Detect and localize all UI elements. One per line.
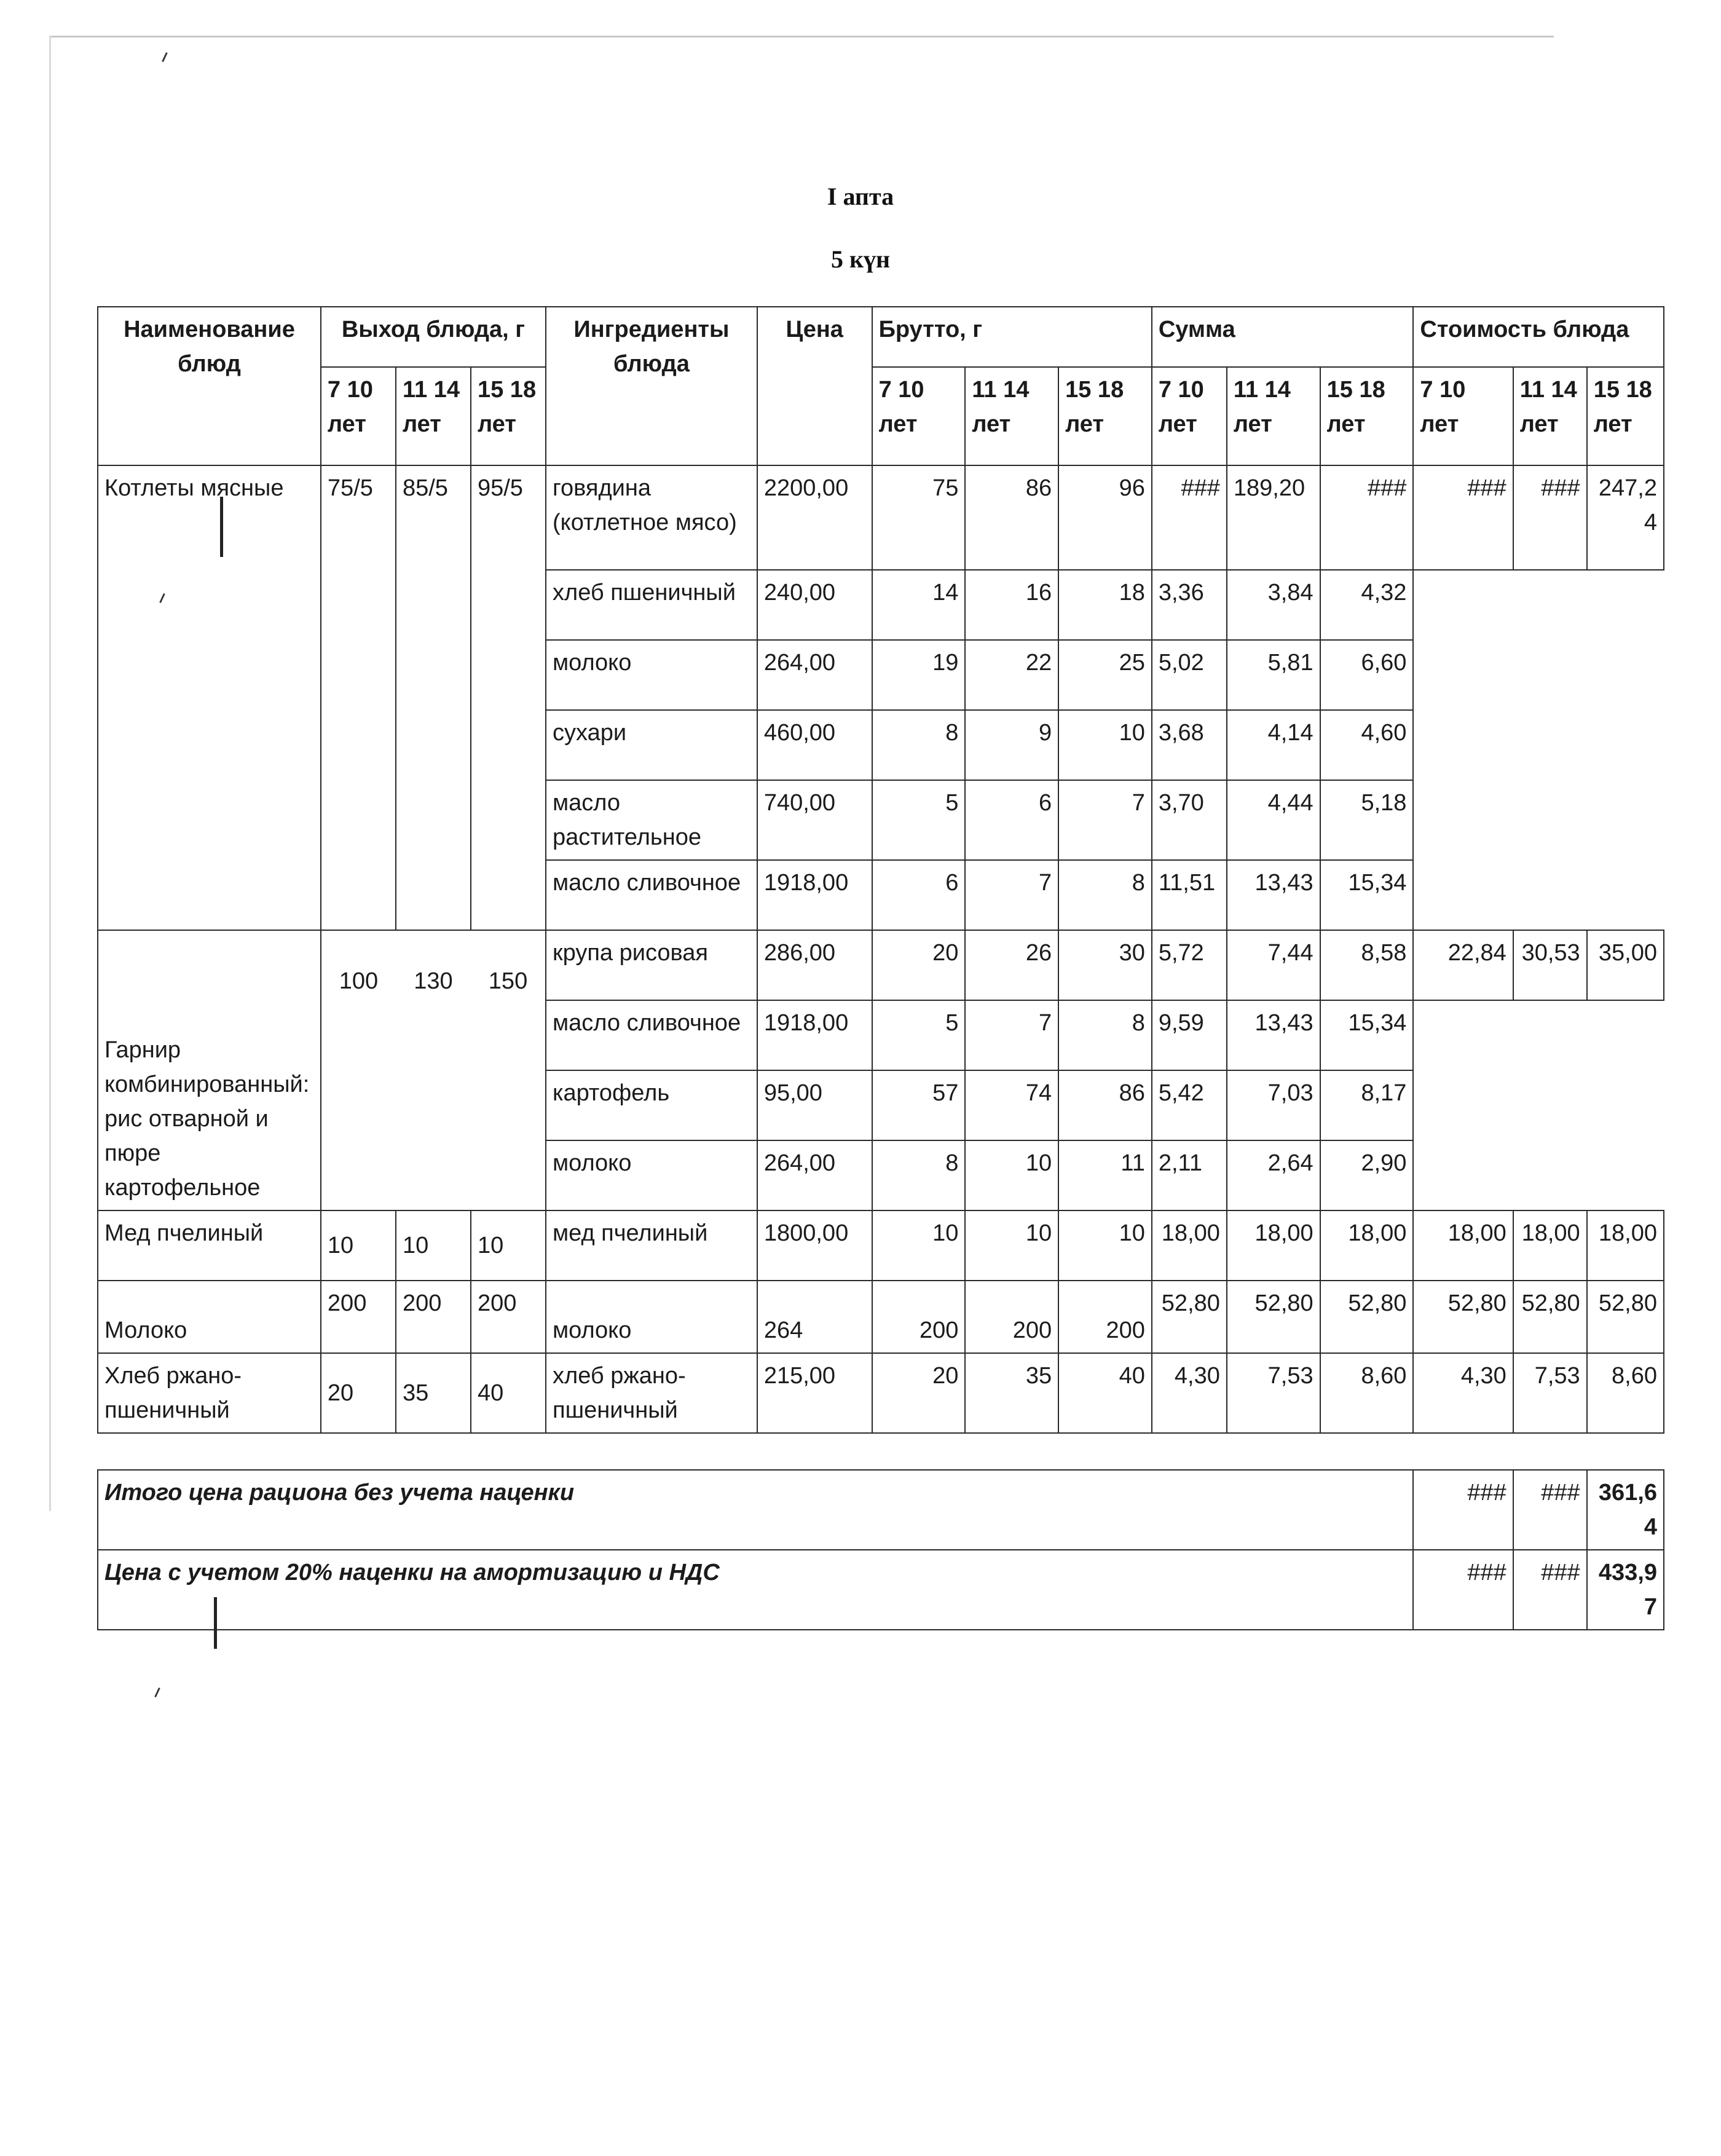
- total-with-markup-value: ###: [1513, 1550, 1587, 1630]
- ingredient-price: 264,00: [757, 640, 872, 710]
- brutto-value: 6: [872, 860, 966, 930]
- brutto-value: 74: [965, 1070, 1058, 1140]
- brutto-value: 7: [1058, 780, 1152, 860]
- ingredient-name: молоко: [546, 640, 757, 710]
- sum-value: ###: [1320, 465, 1414, 570]
- header-price: Цена: [757, 307, 872, 465]
- ingredient-price: 1800,00: [757, 1210, 872, 1281]
- age-group: 7 10 лет: [1413, 367, 1513, 465]
- sum-value: 189,20: [1227, 465, 1320, 570]
- sum-value: 5,02: [1152, 640, 1227, 710]
- yield-value: 75/5: [321, 465, 396, 930]
- sum-value: 8,60: [1320, 1353, 1414, 1433]
- brutto-value: 18: [1058, 570, 1152, 640]
- yield-value: 10: [321, 1210, 396, 1281]
- ingredient-price: 95,00: [757, 1070, 872, 1140]
- brutto-value: 16: [965, 570, 1058, 640]
- ingredient-name: молоко: [546, 1140, 757, 1210]
- dish-name: Молоко: [98, 1281, 321, 1353]
- total-row: [98, 1470, 1664, 1550]
- yield-value: 85/5: [396, 465, 471, 930]
- brutto-value: 20: [872, 1353, 966, 1433]
- age-group: 7 10 лет: [872, 367, 966, 465]
- header-sum: Сумма: [1152, 307, 1414, 367]
- brutto-value: 19: [872, 640, 966, 710]
- age-group: 15 18 лет: [1058, 367, 1152, 465]
- sum-value: 7,03: [1227, 1070, 1320, 1140]
- age-group: 11 14 лет: [396, 367, 471, 465]
- sum-value: ###: [1152, 465, 1227, 570]
- dish-name: Мед пчелиный: [98, 1210, 321, 1281]
- ingredient-name: мед пчелиный: [546, 1210, 757, 1281]
- ingredient-price: 1918,00: [757, 860, 872, 930]
- dish-cost: 4,30: [1413, 1353, 1513, 1433]
- brutto-value: 200: [1058, 1281, 1152, 1353]
- ingredient-price: 264: [757, 1281, 872, 1353]
- age-group: 15 18 лет: [1320, 367, 1414, 465]
- sum-value: 11,51: [1152, 860, 1227, 930]
- brutto-value: 10: [1058, 1210, 1152, 1281]
- ingredient-price: 240,00: [757, 570, 872, 640]
- dish-cost: 18,00: [1513, 1210, 1587, 1281]
- ingredient-name: хлеб пшеничный: [546, 570, 757, 640]
- brutto-value: 14: [872, 570, 966, 640]
- dish-cost: 8,60: [1587, 1353, 1664, 1433]
- sum-value: 4,32: [1320, 570, 1414, 640]
- yield-value: 35: [396, 1353, 471, 1433]
- sum-value: 8,17: [1320, 1070, 1414, 1140]
- total-row: [98, 1550, 1664, 1630]
- ingredient-price: 740,00: [757, 780, 872, 860]
- total-no-markup-value: ###: [1513, 1470, 1587, 1550]
- yield-value: 100: [321, 930, 396, 1210]
- sum-value: 15,34: [1320, 860, 1414, 930]
- dish-cost: 22,84: [1413, 930, 1513, 1000]
- age-group: 11 14 лет: [965, 367, 1058, 465]
- menu-cost-table: [97, 306, 1664, 1630]
- brutto-value: 8: [1058, 860, 1152, 930]
- scan-edge-top: [49, 36, 1554, 38]
- empty-cost-area: [1413, 1000, 1664, 1210]
- ingredient-price: 264,00: [757, 1140, 872, 1210]
- brutto-value: 11: [1058, 1140, 1152, 1210]
- yield-value: 20: [321, 1353, 396, 1433]
- brutto-value: 7: [965, 860, 1058, 930]
- ingredient-name: сухари: [546, 710, 757, 780]
- empty-cost-area: [1413, 570, 1664, 930]
- total-no-markup-value: ###: [1413, 1470, 1513, 1550]
- sum-value: 2,64: [1227, 1140, 1320, 1210]
- sum-value: 18,00: [1320, 1210, 1414, 1281]
- pen-mark: ᐟ: [150, 1682, 168, 1713]
- table-row: [98, 1281, 1664, 1353]
- brutto-value: 8: [872, 710, 966, 780]
- yield-value: 130: [396, 930, 471, 1210]
- dish-cost: 18,00: [1413, 1210, 1513, 1281]
- header-cost: Стоимость блюда: [1413, 307, 1664, 367]
- pen-mark: ᐟ: [155, 588, 173, 618]
- brutto-value: 25: [1058, 640, 1152, 710]
- yield-value: 200: [321, 1281, 396, 1353]
- table-row: [98, 1210, 1664, 1281]
- age-group: 15 18 лет: [1587, 367, 1664, 465]
- ingredient-name: масло сливочное: [546, 860, 757, 930]
- sum-value: 18,00: [1152, 1210, 1227, 1281]
- header-row: [98, 307, 1664, 367]
- ingredient-price: 460,00: [757, 710, 872, 780]
- dish-cost: 52,80: [1587, 1281, 1664, 1353]
- age-group: 7 10 лет: [321, 367, 396, 465]
- sum-value: 2,90: [1320, 1140, 1414, 1210]
- sum-value: 4,14: [1227, 710, 1320, 780]
- ingredient-name: молоко: [546, 1281, 757, 1353]
- yield-value: 10: [396, 1210, 471, 1281]
- ingredient-name: хлеб ржано-пшеничный: [546, 1353, 757, 1433]
- header-yield: Выход блюда, г: [321, 307, 546, 367]
- sum-value: 4,60: [1320, 710, 1414, 780]
- total-with-markup-label: Цена с учетом 20% наценки на амортизацию и НДС: [98, 1550, 1413, 1630]
- header-dish: Наименование блюд: [98, 307, 321, 465]
- brutto-value: 9: [965, 710, 1058, 780]
- total-with-markup-value: ###: [1413, 1550, 1513, 1630]
- spacer-row: [98, 1433, 1664, 1470]
- brutto-value: 35: [965, 1353, 1058, 1433]
- header-brutto: Брутто, г: [872, 307, 1152, 367]
- sum-value: 6,60: [1320, 640, 1414, 710]
- age-group: 7 10 лет: [1152, 367, 1227, 465]
- dish-cost: 7,53: [1513, 1353, 1587, 1433]
- brutto-value: 26: [965, 930, 1058, 1000]
- dish-name: Котлеты мясные: [98, 465, 321, 930]
- sum-value: 18,00: [1227, 1210, 1320, 1281]
- brutto-value: 86: [965, 465, 1058, 570]
- dish-name: Гарнир комбинированный: рис отварной и пюре картофельное: [98, 930, 321, 1210]
- dish-cost: ###: [1413, 465, 1513, 570]
- sum-value: 15,34: [1320, 1000, 1414, 1070]
- ingredient-price: 286,00: [757, 930, 872, 1000]
- sum-value: 52,80: [1320, 1281, 1414, 1353]
- sum-value: 5,42: [1152, 1070, 1227, 1140]
- sum-value: 4,30: [1152, 1353, 1227, 1433]
- dish-cost: 35,00: [1587, 930, 1664, 1000]
- dish-cost: 30,53: [1513, 930, 1587, 1000]
- total-no-markup-label: Итого цена рациона без учета наценки: [98, 1470, 1413, 1550]
- sum-value: 3,70: [1152, 780, 1227, 860]
- age-group: 15 18 лет: [471, 367, 546, 465]
- sum-value: 5,72: [1152, 930, 1227, 1000]
- brutto-value: 10: [872, 1210, 966, 1281]
- dish-cost: ###: [1513, 465, 1587, 570]
- sum-value: 13,43: [1227, 860, 1320, 930]
- brutto-value: 8: [1058, 1000, 1152, 1070]
- yield-value: 200: [471, 1281, 546, 1353]
- yield-value: 150: [471, 930, 546, 1210]
- sum-value: 5,81: [1227, 640, 1320, 710]
- brutto-value: 30: [1058, 930, 1152, 1000]
- table-row: [98, 1353, 1664, 1433]
- age-group-row: [98, 367, 1664, 465]
- brutto-value: 7: [965, 1000, 1058, 1070]
- ingredient-price: 2200,00: [757, 465, 872, 570]
- ingredient-name: масло растительное: [546, 780, 757, 860]
- age-group: 11 14 лет: [1227, 367, 1320, 465]
- sum-value: 3,68: [1152, 710, 1227, 780]
- ingredient-name: крупа рисовая: [546, 930, 757, 1000]
- sum-value: 52,80: [1152, 1281, 1227, 1353]
- brutto-value: 200: [965, 1281, 1058, 1353]
- spacer: [98, 1433, 1664, 1470]
- yield-value: 200: [396, 1281, 471, 1353]
- yield-value: 95/5: [471, 465, 546, 930]
- total-no-markup-value: 361,64: [1587, 1470, 1664, 1550]
- table-row: [98, 465, 1664, 570]
- brutto-value: 10: [965, 1210, 1058, 1281]
- week-title: I апта: [827, 183, 894, 210]
- sum-value: 3,36: [1152, 570, 1227, 640]
- brutto-value: 8: [872, 1140, 966, 1210]
- ingredient-price: 1918,00: [757, 1000, 872, 1070]
- header-ingredients: Ингредиенты блюда: [546, 307, 757, 465]
- brutto-value: 20: [872, 930, 966, 1000]
- sum-value: 13,43: [1227, 1000, 1320, 1070]
- pen-mark: ᐟ: [157, 47, 175, 77]
- brutto-value: 5: [872, 780, 966, 860]
- sum-value: 52,80: [1227, 1281, 1320, 1353]
- brutto-value: 10: [965, 1140, 1058, 1210]
- brutto-value: 5: [872, 1000, 966, 1070]
- brutto-value: 10: [1058, 710, 1152, 780]
- sum-value: 5,18: [1320, 780, 1414, 860]
- total-with-markup-value: 433,97: [1587, 1550, 1664, 1630]
- brutto-value: 22: [965, 640, 1058, 710]
- sum-value: 3,84: [1227, 570, 1320, 640]
- ingredient-name: говядина (котлетное мясо): [546, 465, 757, 570]
- dish-cost: 18,00: [1587, 1210, 1664, 1281]
- sum-value: 8,58: [1320, 930, 1414, 1000]
- brutto-value: 86: [1058, 1070, 1152, 1140]
- sum-value: 9,59: [1152, 1000, 1227, 1070]
- table-row: [98, 930, 1664, 1000]
- day-title: 5 күн: [830, 245, 891, 273]
- brutto-value: 75: [872, 465, 966, 570]
- sum-value: 7,53: [1227, 1353, 1320, 1433]
- yield-value: 10: [471, 1210, 546, 1281]
- ingredient-price: 215,00: [757, 1353, 872, 1433]
- brutto-value: 200: [872, 1281, 966, 1353]
- sum-value: 2,11: [1152, 1140, 1227, 1210]
- sum-value: 7,44: [1227, 930, 1320, 1000]
- sum-value: 4,44: [1227, 780, 1320, 860]
- dish-cost: 247,24: [1587, 465, 1664, 570]
- yield-value: 40: [471, 1353, 546, 1433]
- ingredient-name: масло сливочное: [546, 1000, 757, 1070]
- dish-cost: 52,80: [1413, 1281, 1513, 1353]
- brutto-value: 40: [1058, 1353, 1152, 1433]
- dish-cost: 52,80: [1513, 1281, 1587, 1353]
- age-group: 11 14 лет: [1513, 367, 1587, 465]
- ingredient-name: картофель: [546, 1070, 757, 1140]
- dish-name: Хлеб ржано-пшеничный: [98, 1353, 321, 1433]
- brutto-value: 96: [1058, 465, 1152, 570]
- brutto-value: 57: [872, 1070, 966, 1140]
- brutto-value: 6: [965, 780, 1058, 860]
